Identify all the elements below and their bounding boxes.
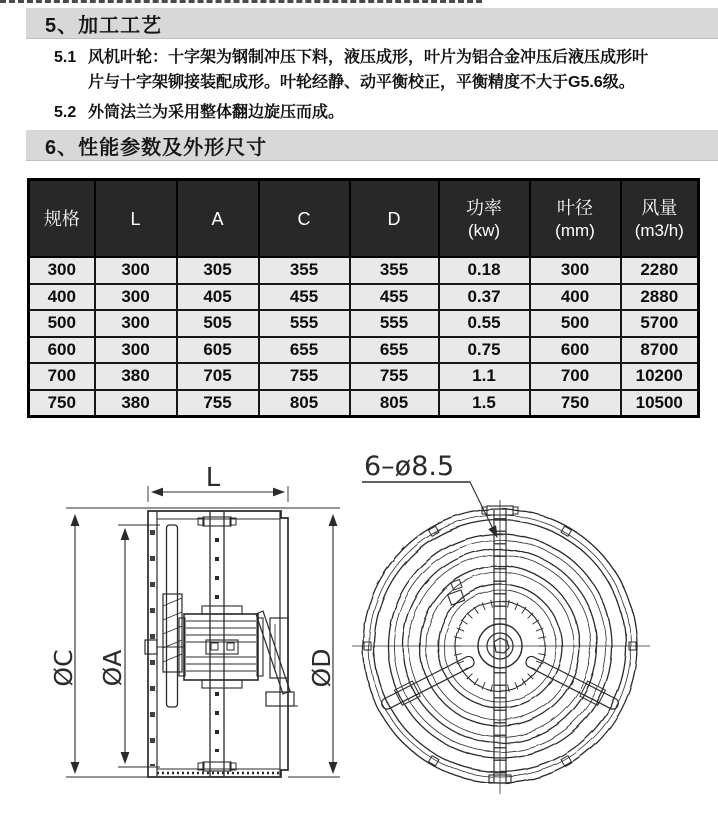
table-cell: 0.18 xyxy=(439,257,530,284)
column-header-label: A xyxy=(211,208,224,229)
table-cell: 2280 xyxy=(621,257,699,284)
column-header xyxy=(621,180,699,258)
column-header xyxy=(439,180,530,258)
table-cell: 300 xyxy=(530,257,621,284)
table-cell: 600 xyxy=(530,337,621,364)
column-header xyxy=(530,180,621,258)
table-cell: 555 xyxy=(350,310,439,337)
item-number: 5.1 xyxy=(54,49,77,66)
section5-heading-bar xyxy=(26,8,718,39)
table-cell: 750 xyxy=(29,390,95,417)
table-cell: 605 xyxy=(177,337,259,364)
column-header xyxy=(259,180,350,258)
item-number: 5.2 xyxy=(54,104,77,121)
column-header-label: C xyxy=(297,208,311,229)
table-cell: 0.55 xyxy=(439,310,530,337)
table-row xyxy=(29,390,699,417)
spec-table xyxy=(27,178,700,418)
table-cell: 805 xyxy=(350,390,439,417)
table-cell: 655 xyxy=(259,337,350,364)
column-header-label: D xyxy=(387,208,401,229)
table-cell: 300 xyxy=(95,337,177,364)
column-header-unit: (kw) xyxy=(467,220,501,240)
spec-table-header-row xyxy=(29,180,699,258)
table-row xyxy=(29,284,699,311)
column-header xyxy=(350,180,439,258)
table-cell: 705 xyxy=(177,363,259,390)
table-row xyxy=(29,257,699,284)
section6-heading-bar xyxy=(26,130,718,161)
table-cell: 805 xyxy=(259,390,350,417)
column-header-label: 功率 xyxy=(466,197,502,218)
table-row xyxy=(29,363,699,390)
column-header xyxy=(177,180,259,258)
table-cell: 500 xyxy=(29,310,95,337)
front-view-drawing xyxy=(352,482,650,794)
table-cell: 0.37 xyxy=(439,284,530,311)
table-row xyxy=(29,337,699,364)
table-cell: 380 xyxy=(95,390,177,417)
table-cell: 1.5 xyxy=(439,390,530,417)
list-item-5-2 xyxy=(0,100,718,125)
column-header xyxy=(29,180,95,258)
hole-callout-label: 6–ø8.5 xyxy=(364,451,455,482)
table-cell: 700 xyxy=(29,363,95,390)
column-header xyxy=(95,180,177,258)
table-cell: 405 xyxy=(177,284,259,311)
item-text: 风机叶轮：十字架为钢制冲压下料，液压成形，叶片为铝合金冲压后液压成形叶片与十字架铆接装配成形。叶轮经静、动平衡校正，平衡精度不大于G5.6级。 xyxy=(88,49,649,91)
table-cell: 455 xyxy=(350,284,439,311)
table-cell: 300 xyxy=(29,257,95,284)
table-cell: 380 xyxy=(95,363,177,390)
column-header-unit: (mm) xyxy=(555,220,595,240)
column-header-label: L xyxy=(130,208,141,229)
column-header-unit: (m3/h) xyxy=(634,220,684,240)
table-cell: 755 xyxy=(259,363,350,390)
dim-label-oa: ØA xyxy=(98,649,127,687)
table-cell: 750 xyxy=(530,390,621,417)
table-cell: 505 xyxy=(177,310,259,337)
table-cell: 655 xyxy=(350,337,439,364)
table-cell: 400 xyxy=(530,284,621,311)
table-cell: 300 xyxy=(95,257,177,284)
list-item-5-1 xyxy=(0,45,718,95)
table-cell: 5700 xyxy=(621,310,699,337)
dimension-drawings xyxy=(0,444,718,814)
table-cell: 300 xyxy=(95,284,177,311)
table-cell: 0.75 xyxy=(439,337,530,364)
dim-label-L: L xyxy=(205,463,221,493)
table-cell: 1.1 xyxy=(439,363,530,390)
table-cell: 700 xyxy=(530,363,621,390)
table-cell: 500 xyxy=(530,310,621,337)
section5-heading: 5、加工工艺 xyxy=(45,14,163,37)
column-header-label: 叶径 xyxy=(557,197,593,218)
table-cell: 455 xyxy=(259,284,350,311)
side-view-drawing xyxy=(66,486,340,777)
table-cell: 10200 xyxy=(621,363,699,390)
table-cell: 305 xyxy=(177,257,259,284)
table-cell: 2880 xyxy=(621,284,699,311)
section5-body xyxy=(0,45,718,125)
table-cell: 600 xyxy=(29,337,95,364)
table-cell: 300 xyxy=(95,310,177,337)
table-cell: 10500 xyxy=(621,390,699,417)
table-row xyxy=(29,310,699,337)
section6-heading: 6、性能参数及外形尺寸 xyxy=(45,136,268,159)
dim-label-oc: ØC xyxy=(49,649,78,687)
table-cell: 755 xyxy=(177,390,259,417)
table-cell: 400 xyxy=(29,284,95,311)
column-header-label: 风量 xyxy=(641,197,678,218)
page-top-torn-edge xyxy=(0,0,482,3)
column-header-label: 规格 xyxy=(43,208,80,229)
item-text: 外筒法兰为采用整体翻边旋压而成。 xyxy=(88,104,345,121)
dim-label-od: ØD xyxy=(307,648,336,688)
table-cell: 755 xyxy=(350,363,439,390)
table-cell: 355 xyxy=(350,257,439,284)
table-cell: 8700 xyxy=(621,337,699,364)
table-cell: 555 xyxy=(259,310,350,337)
table-cell: 355 xyxy=(259,257,350,284)
